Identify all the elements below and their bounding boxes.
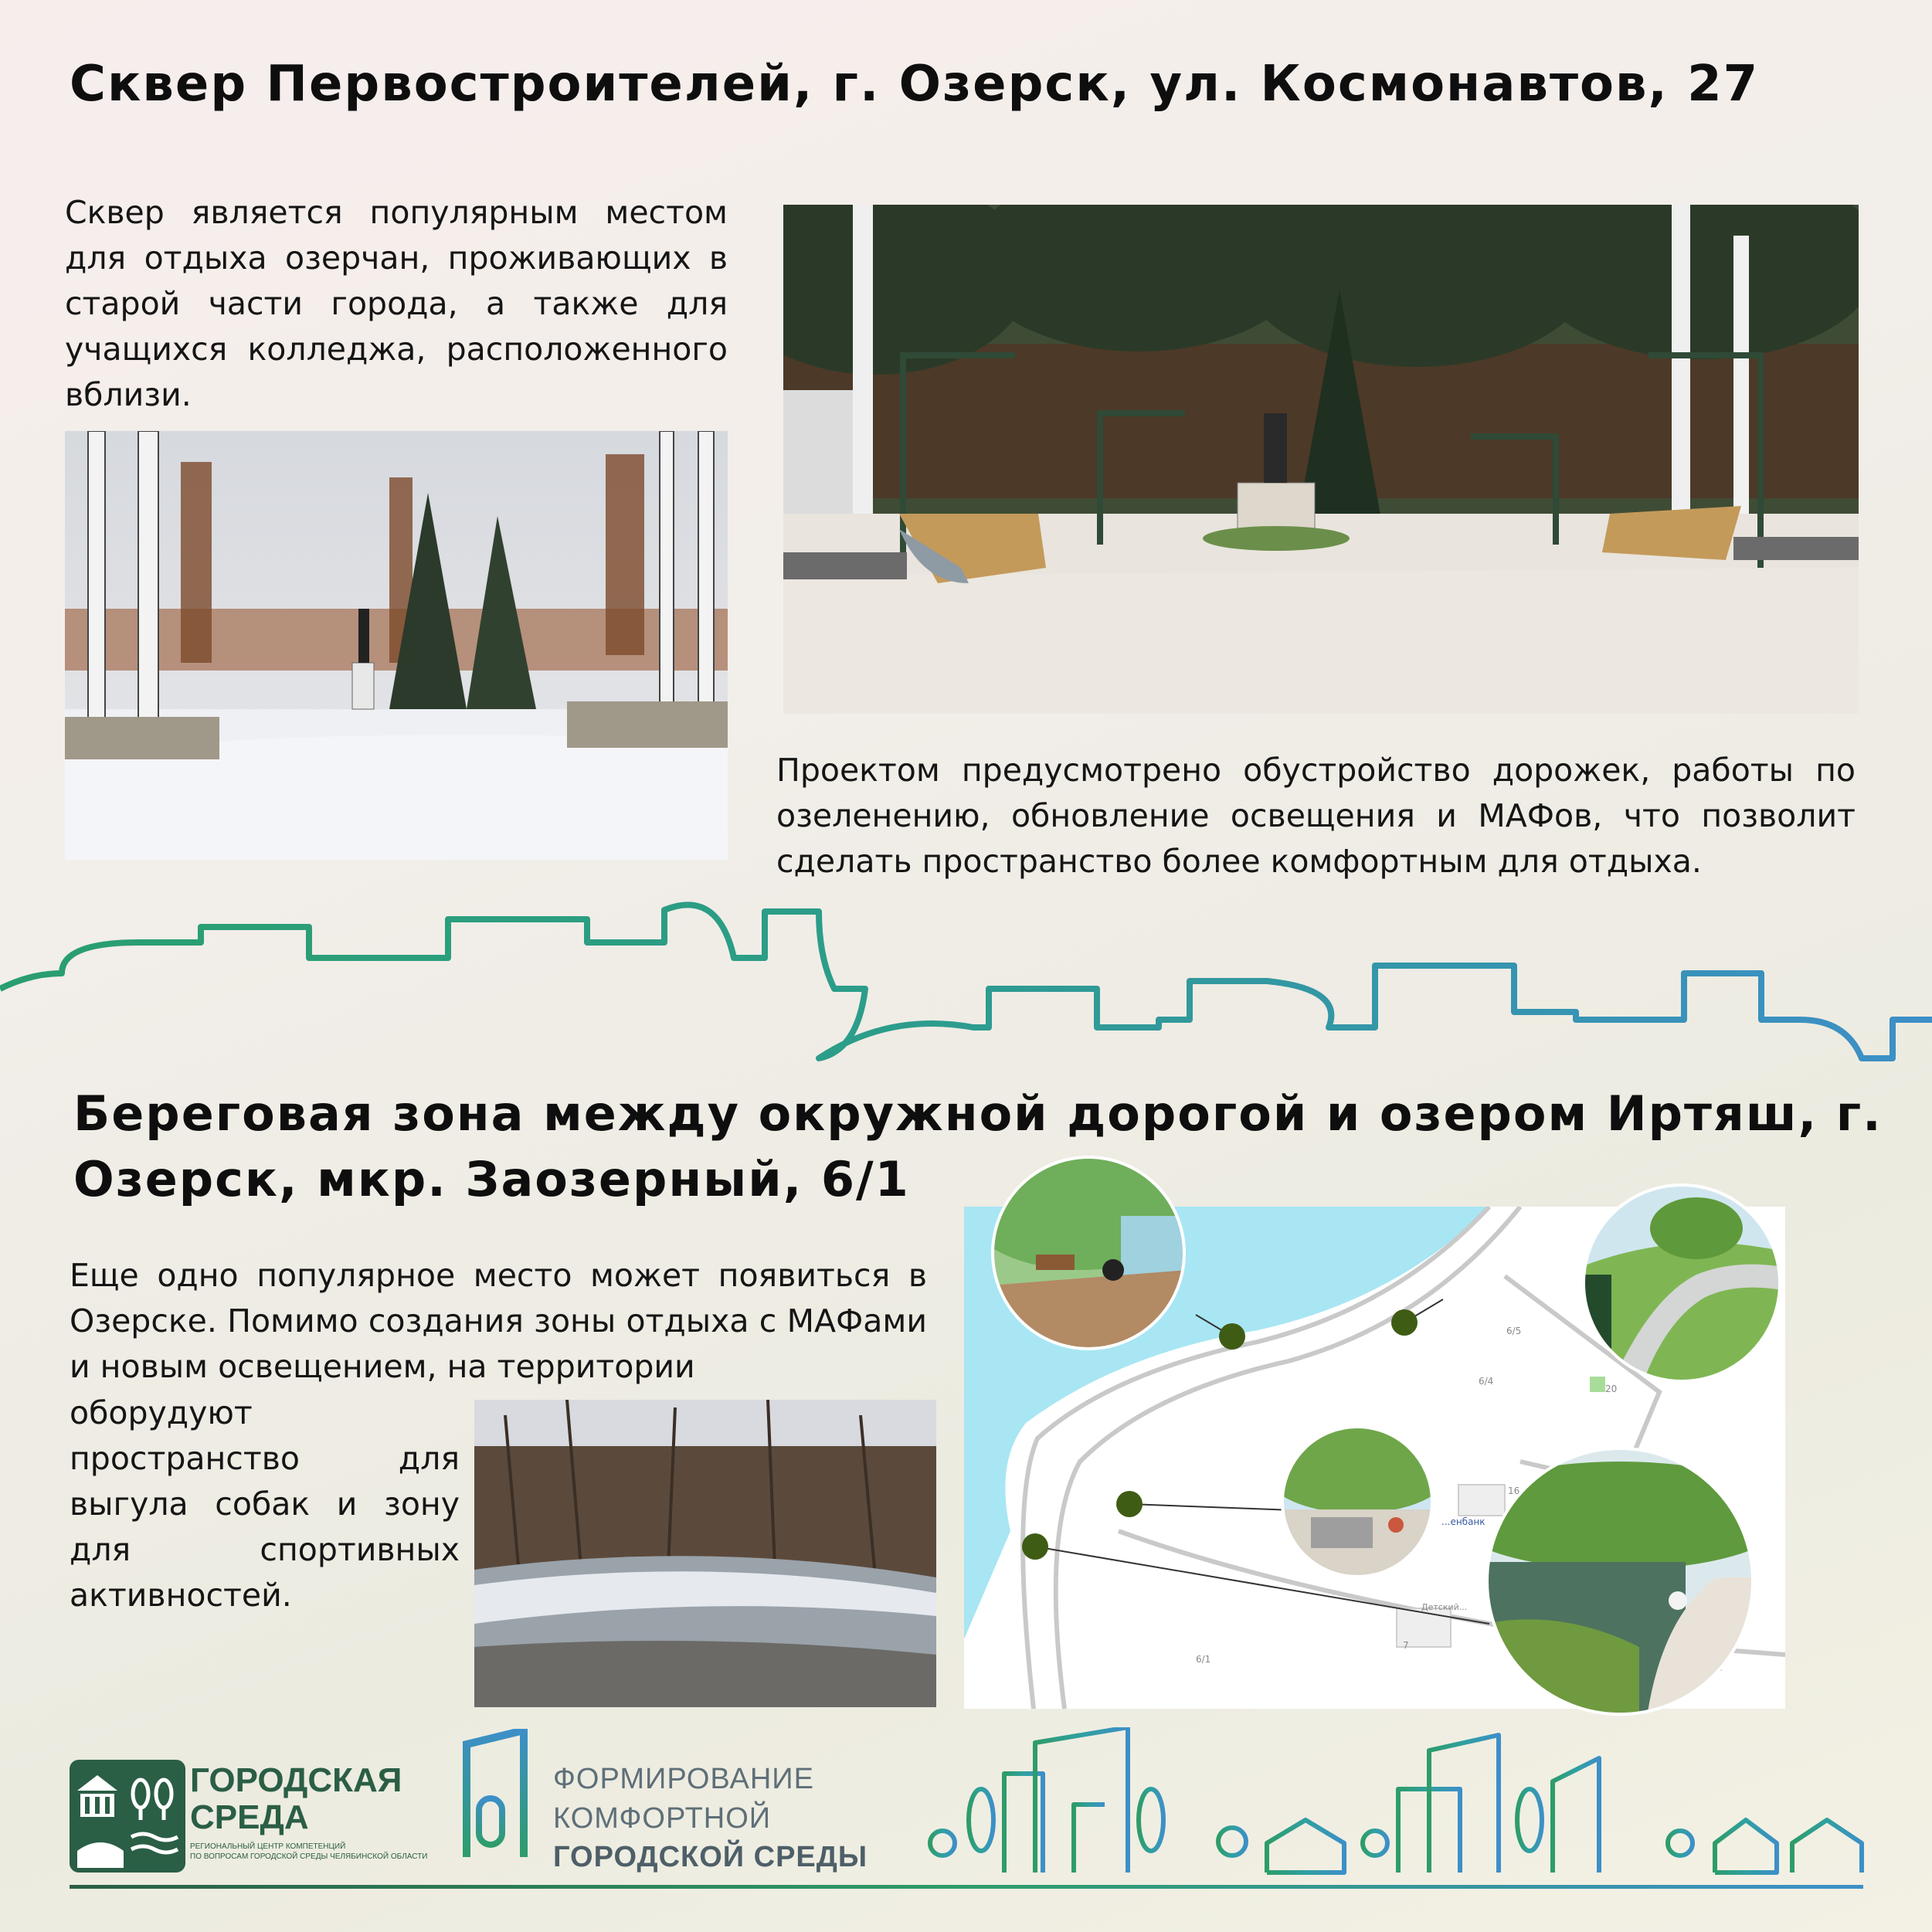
map-label-16: 16 bbox=[1508, 1486, 1520, 1496]
section2-title-line2: Озерск, мкр. Заозерный, 6/1 bbox=[73, 1151, 910, 1207]
skyline-divider bbox=[0, 896, 1932, 1066]
section1-title: Сквер Первостроителей, г. Озерск, ул. Космонавтов, 27 bbox=[70, 56, 1760, 113]
section2-title-line1: Береговая зона между окружной дорогой и озером Иртяш, г. bbox=[73, 1085, 1883, 1142]
section1-project-text: Проектом предусмотрено обустройство дорожек, работы по озеленению, обновление освещения и МАФов, что позволит сделать пространство более комфортным для отдыха. bbox=[776, 752, 1856, 880]
comfort-city-title-line2: КОМФОРТНОЙ bbox=[553, 1802, 772, 1835]
square-winter-photo bbox=[65, 431, 728, 860]
callout-path-render bbox=[1581, 1182, 1783, 1384]
callout-bench-render bbox=[990, 1154, 1187, 1352]
gorodskaya-sreda-title-line2: СРЕДА bbox=[190, 1798, 309, 1836]
gorodskaya-sreda-logo-mark bbox=[70, 1760, 185, 1873]
map-label-6-4: 6/4 bbox=[1479, 1376, 1494, 1387]
callout-pond-render bbox=[1485, 1446, 1755, 1716]
map-label-7: 7 bbox=[1403, 1640, 1409, 1651]
callout-sport-render bbox=[1280, 1424, 1435, 1579]
section1-intro-text: Сквер является популярным местом для отдыха озерчан, проживающих в старой части города, а также для учащихся колледжа, расположенного вблизи. bbox=[65, 194, 728, 413]
map-label-6-5: 6/5 bbox=[1506, 1326, 1522, 1336]
footer-divider-line bbox=[70, 1885, 1863, 1889]
gorodskaya-sreda-title-line1: ГОРОДСКАЯ bbox=[190, 1761, 402, 1799]
comfort-city-logo-mark bbox=[454, 1729, 536, 1860]
footer-city-illustration bbox=[919, 1727, 1865, 1877]
map-label-20: 20 bbox=[1605, 1384, 1618, 1394]
section2-text-wide: Еще одно популярное место может появиться в Озерске. Помимо создания зоны отдыха с МАФами и новым освещением, на территории bbox=[70, 1257, 927, 1385]
section2-text-narrow: оборудуют пространство для выгула собак и зону для спортивных активностей. bbox=[70, 1394, 460, 1614]
gorodskaya-sreda-subtitle-line2: ПО ВОПРОСАМ ГОРОДСКОЙ СРЕДЫ ЧЕЛЯБИНСКОЙ ОБЛАСТИ bbox=[190, 1852, 428, 1861]
comfort-city-title-line3: ГОРОДСКОЙ СРЕДЫ bbox=[553, 1841, 868, 1873]
comfort-city-title-line1: ФОРМИРОВАНИЕ bbox=[553, 1763, 814, 1795]
shore-current-photo bbox=[474, 1400, 936, 1707]
map-label-6-1: 6/1 bbox=[1196, 1654, 1211, 1665]
map-label-bank: ...енбанк bbox=[1441, 1516, 1486, 1527]
gorodskaya-sreda-subtitle-line1: РЕГИОНАЛЬНЫЙ ЦЕНТР КОМПЕТЕНЦИЙ bbox=[190, 1842, 346, 1851]
square-project-render bbox=[783, 205, 1859, 714]
map-label-kindergarten: Детский... bbox=[1421, 1602, 1468, 1612]
